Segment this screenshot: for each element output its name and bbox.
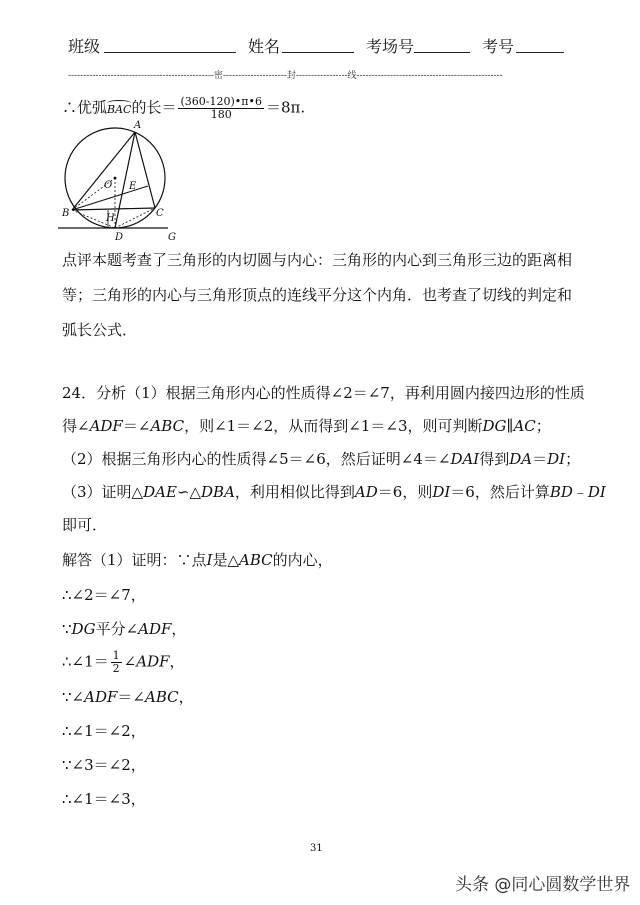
label-b: B <box>62 208 70 219</box>
arc-fraction <box>178 96 264 121</box>
center-point <box>114 177 117 180</box>
label-o: O <box>104 180 113 191</box>
page-number: 31 <box>310 843 323 854</box>
answer-step-1: ∴∠2＝∠7， <box>62 586 146 604</box>
label-g: G <box>168 232 176 243</box>
room-label: 考场号 <box>366 37 415 56</box>
answer-step-2: ∵DG平分∠ADF， <box>62 620 187 638</box>
class-blank <box>104 52 236 53</box>
name-label: 姓名 <box>248 37 281 56</box>
analysis-line-2: 得∠ADF＝∠ABC，则∠1＝∠2，从而得到∠1＝∠3，则可判断DG∥AC； <box>62 417 551 435</box>
segment-ad <box>115 132 135 228</box>
segment-ab <box>72 132 135 210</box>
answer-step-5: ∴∠1＝∠2， <box>62 722 146 740</box>
number-blank <box>516 52 564 53</box>
label-d: D <box>115 232 124 243</box>
arc-suffix: 的长＝ <box>131 98 177 117</box>
answer-step-6: ∵∠3＝∠2， <box>62 756 146 774</box>
comment-line-3: 弧长公式． <box>62 321 138 339</box>
number-label: 考号 <box>482 37 515 56</box>
analysis-line-3: （2）根据三角形内心的性质得∠5＝∠6，然后证明∠4＝∠DAI得到DA＝DI； <box>62 450 581 468</box>
name-blank <box>282 52 354 53</box>
arc-prefix: ∴优弧 <box>62 98 108 117</box>
geometry-figure <box>58 118 188 244</box>
room-blank <box>414 52 470 53</box>
fraction-denominator: 180 <box>210 108 232 121</box>
segment-ac <box>135 132 155 208</box>
answer-step-3: ∴∠1＝ $\frac{1}{2}$ ∠ADF， <box>62 649 185 675</box>
answer-intro: 解答（1）证明：∵点I是△ABC的内心， <box>62 551 333 569</box>
label-h: H <box>106 213 115 224</box>
fraction-numerator: (360-120)•π•6 <box>180 95 262 108</box>
comment-line-1: 点评本题考查了三角形的内切圆与内心：三角形的内心到三角形三边的距离相 <box>62 251 573 269</box>
arc-result: ＝8π. <box>265 98 306 117</box>
label-c: C <box>156 208 164 219</box>
half-fraction: $\frac{1}{2}$ <box>112 649 120 675</box>
segment-dc <box>115 208 155 228</box>
class-label: 班级 <box>68 37 101 56</box>
comment-line-2: 等；三角形的内心与三角形顶点的连线平分这个内角．也考查了切线的判定和 <box>62 286 573 304</box>
answer-step-7: ∴∠1＝∠3， <box>62 790 146 808</box>
analysis-line-4: （3）证明△DAE∽△DBA，利用相似比得到AD＝6，则DI＝6，然后计算BD﹣DI <box>62 483 606 501</box>
label-e: E <box>129 181 137 192</box>
analysis-line-1: 24．分析（1）根据三角形内心的性质得∠2＝∠7，再利用圆内接四边形的性质 <box>62 384 585 402</box>
watermark: 头条 @同心圆数学世界 <box>455 875 631 895</box>
segment-bc <box>72 208 155 210</box>
answer-step-4: ∵∠ADF＝∠ABC， <box>62 688 194 706</box>
analysis-line-5: 即可． <box>62 516 108 534</box>
seal-line: ------------------------------------------------密---------------------封-----------------线------------------------------------------------ <box>68 71 503 81</box>
label-a: A <box>134 120 142 131</box>
arc-name: BAC <box>107 102 132 116</box>
